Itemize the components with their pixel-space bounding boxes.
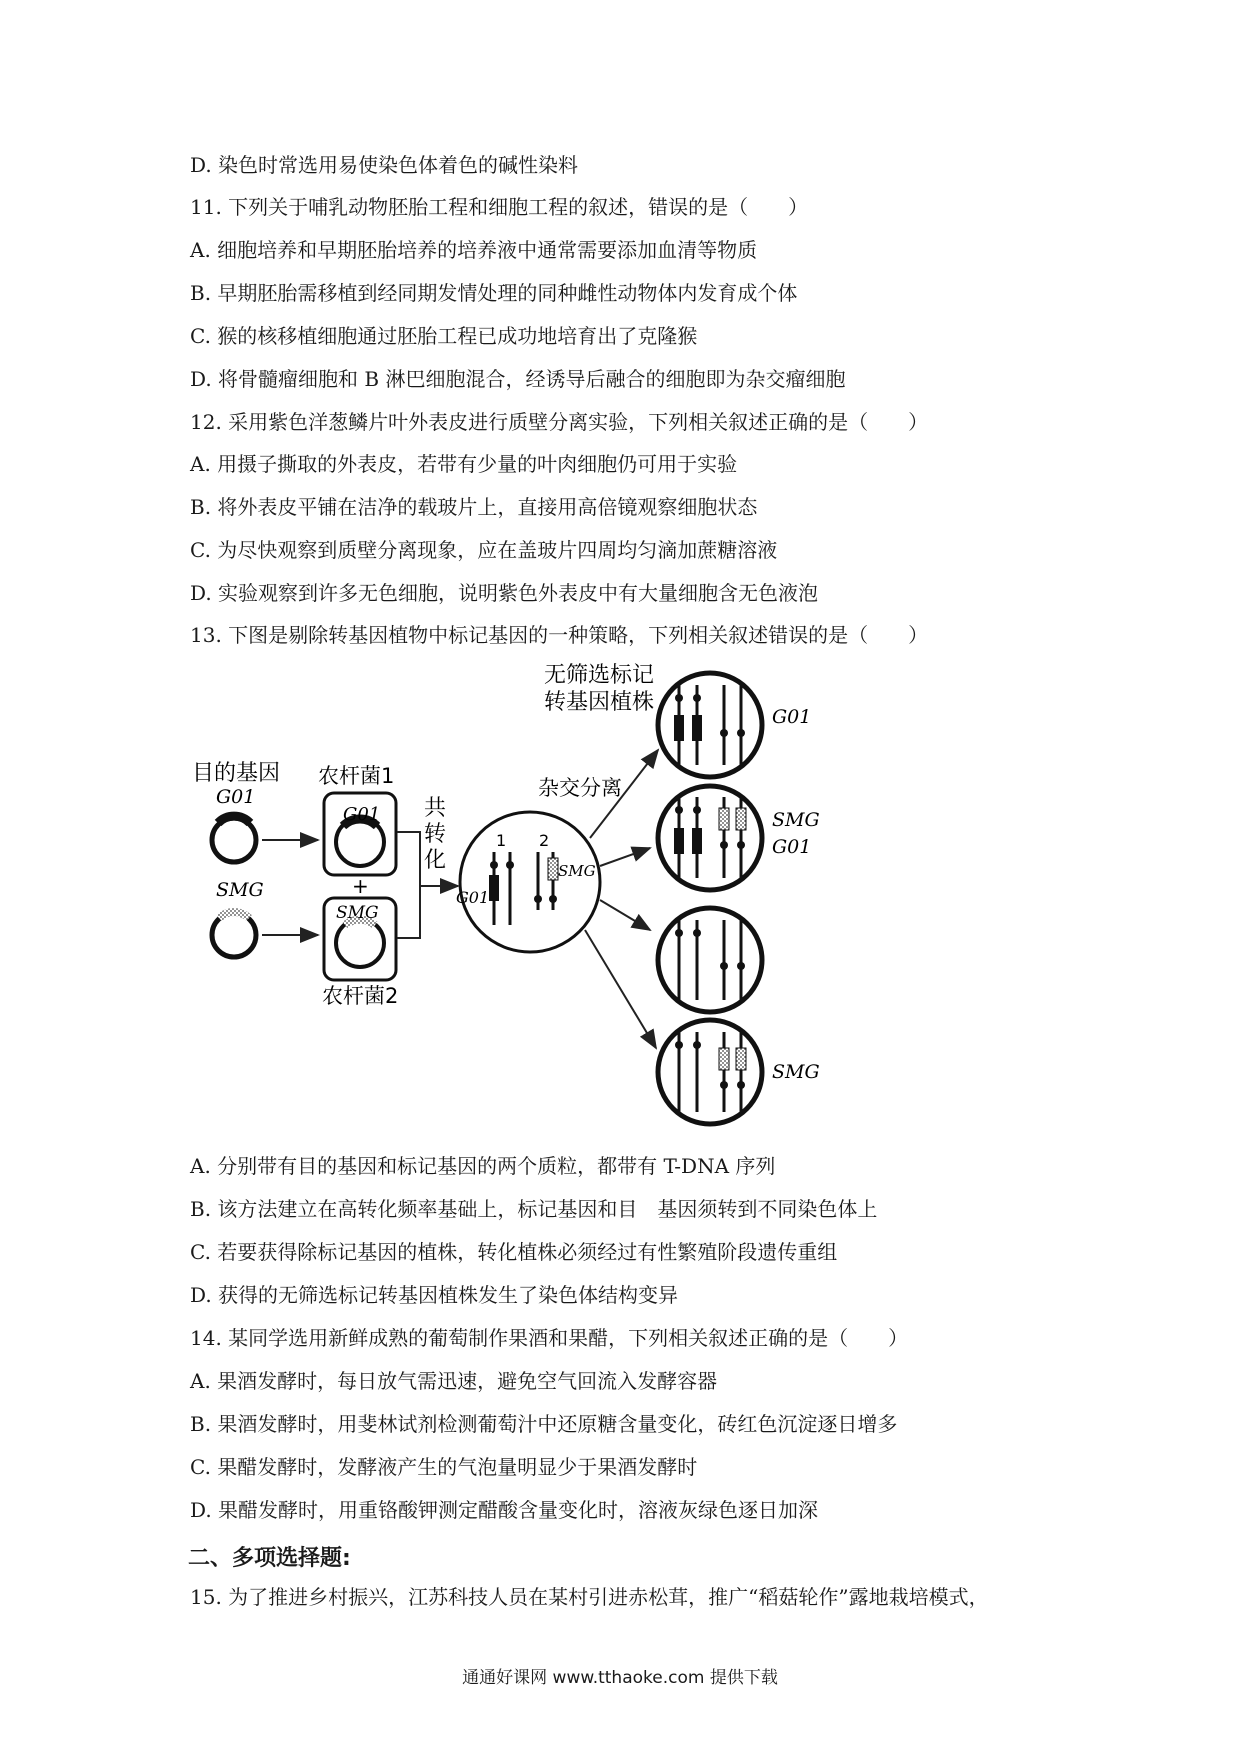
question-14: 14. 某同学选用新鲜成熟的葡萄制作果酒和果醋，下列相关叙述正确的是（ ） [190, 1326, 909, 1350]
target-gene-label: 目的基因 [192, 761, 281, 786]
g01-label-cell: G01 [456, 888, 490, 907]
g01-label-plant2: G01 [772, 836, 812, 858]
g01-label-agro1: G01 [343, 804, 381, 825]
agro2-label: 农杆菌2 [322, 984, 399, 1008]
option-d-q12: D. 实验观察到许多无色细胞，说明紫色外表皮中有大量细胞含无色液泡 [190, 581, 819, 605]
plus-sign: + [352, 874, 369, 898]
option-c-q11: C. 猴的核移植细胞通过胚胎工程已成功地培育出了克隆猴 [190, 324, 698, 348]
hybrid-separation-label: 杂交分离 [538, 776, 622, 800]
g01-label-left: G01 [216, 786, 256, 808]
section-title-multiple-choice: 二、多项选择题: [188, 1546, 351, 1571]
chromosome-2-label: 2 [539, 831, 550, 850]
question-12: 12. 采用紫色洋葱鳞片叶外表皮进行质壁分离实验，下列相关叙述正确的是（ ） [190, 410, 929, 434]
question-11: 11. 下列关于哺乳动物胚胎工程和细胞工程的叙述，错误的是（ ） [190, 195, 809, 219]
option-b-q13: B. 该方法建立在高转化频率基础上，标记基因和目 基因须转到不同染色体上 [190, 1197, 878, 1221]
plant-smg-only [658, 1020, 762, 1124]
question-15: 15. 为了推进乡村振兴，江苏科技人员在某村引进赤松茸，推广“稻菇轮作”露地栽培模式， [190, 1585, 989, 1609]
option-a-q12: A. 用摄子撕取的外表皮，若带有少量的叶肉细胞仍可用于实验 [190, 452, 738, 476]
arrow-to-plant-2 [600, 848, 650, 866]
transformed-cell [460, 812, 600, 952]
co-transform-char-3: 化 [424, 848, 447, 873]
g01-label-plant1: G01 [772, 706, 812, 728]
smg-label-cell: SMG [558, 862, 596, 880]
option-d-q11: D. 将骨髓瘤细胞和 B 淋巴细胞混合，经诱导后融合的细胞即为杂交瘤细胞 [190, 367, 846, 391]
option-c-q13: C. 若要获得除标记基因的植株，转化植株必须经过有性繁殖阶段遗传重组 [190, 1240, 838, 1264]
smg-label-agro2: SMG [336, 903, 379, 923]
plant-g01-only [658, 673, 762, 777]
co-transform-char-2: 转 [424, 822, 447, 847]
smg-label-plant2: SMG [772, 809, 820, 831]
smg-label-plant4: SMG [772, 1061, 820, 1083]
plasmid-g01 [212, 816, 256, 862]
plasmid-smg [212, 912, 256, 957]
co-transform-char-1: 共 [424, 796, 447, 821]
option-d-q13: D. 获得的无筛选标记转基因植株发生了染色体结构变异 [190, 1283, 679, 1307]
option-a-q13: A. 分别带有目的基因和标记基因的两个质粒，都带有 T-DNA 序列 [190, 1154, 776, 1178]
arrow-to-plant-4 [585, 930, 656, 1048]
plant-smg-g01 [658, 786, 762, 890]
agro1-label: 农杆菌1 [318, 764, 395, 788]
no-marker-label-line1: 无筛选标记 [544, 663, 655, 688]
smg-label-left: SMG [216, 879, 264, 901]
co-transform-bracket [397, 832, 420, 938]
option-c-q12: C. 为尽快观察到质壁分离现象，应在盖玻片四周均匀滴加蔗糖溶液 [190, 538, 778, 562]
chromosome-1-label: 1 [496, 831, 507, 850]
arrow-to-plant-3 [600, 900, 650, 930]
option-a-q11: A. 细胞培养和早期胚胎培养的培养液中通常需要添加血清等物质 [190, 238, 758, 262]
option-b-q14: B. 果酒发酵时，用斐林试剂检测葡萄汁中还原糖含量变化，砖红色沉淀逐日增多 [190, 1412, 898, 1436]
option-c-q14: C. 果醋发酵时，发酵液产生的气泡量明显少于果酒发酵时 [190, 1455, 698, 1479]
option-d-q14: D. 果醋发酵时，用重铬酸钾测定醋酸含量变化时，溶液灰绿色逐日加深 [190, 1498, 819, 1522]
footer-download-notice: 通通好课网 www.tthaoke.com 提供下载 [462, 1668, 778, 1688]
option-b-q12: B. 将外表皮平铺在洁净的载玻片上，直接用高倍镜观察细胞状态 [190, 495, 758, 519]
option-b-q11: B. 早期胚胎需移植到经同期发情处理的同种雌性动物体内发育成个体 [190, 281, 798, 305]
option-a-q14: A. 果酒发酵时，每日放气需迅速，避免空气回流入发酵容器 [190, 1369, 718, 1393]
option-d-q10: D. 染色时常选用易使染色体着色的碱性染料 [190, 153, 579, 177]
question-13: 13. 下图是剔除转基因植物中标记基因的一种策略，下列相关叙述错误的是（ ） [190, 623, 929, 647]
plant-no-transgene [658, 908, 762, 1012]
no-marker-label-line2: 转基因植株 [544, 690, 655, 715]
